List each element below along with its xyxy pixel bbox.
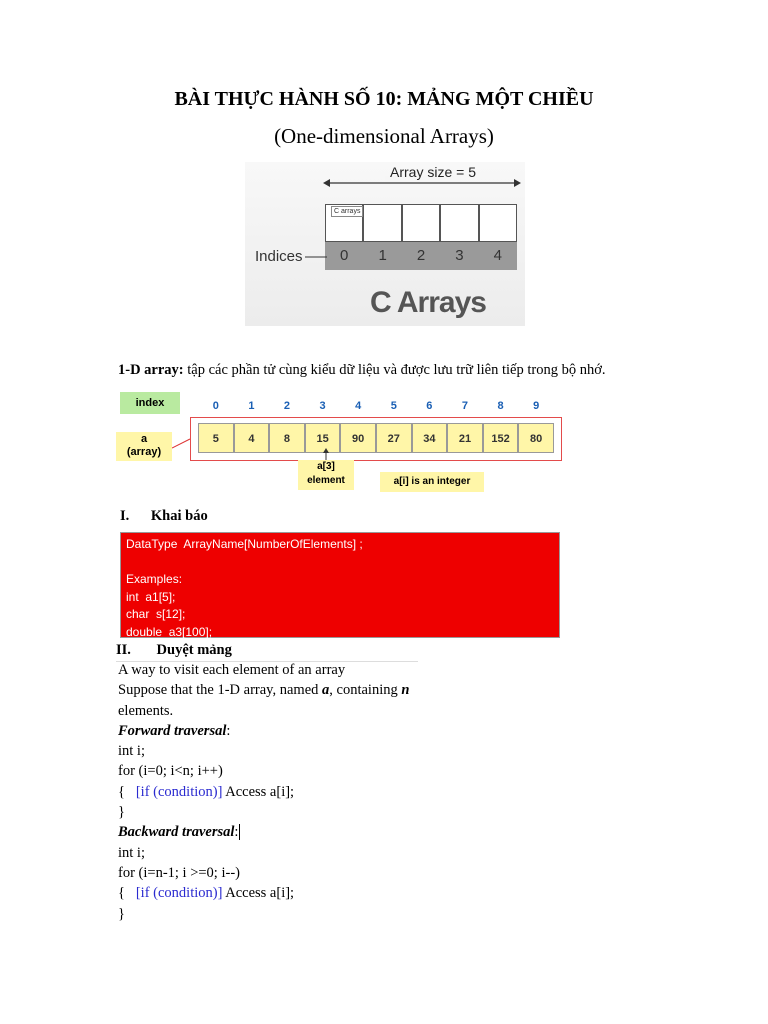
index-number: 8 <box>497 400 504 412</box>
array-cell <box>402 204 440 242</box>
section-title: Duyệt mảng <box>156 642 232 658</box>
section-number: I. <box>120 508 130 524</box>
section-number: II. <box>116 642 131 658</box>
integer-label: a[i] is an integer <box>380 472 484 492</box>
section-heading-traversal <box>116 642 232 659</box>
traversal-content <box>118 660 416 924</box>
brace: { <box>118 885 125 902</box>
array-value: 34 <box>412 423 448 453</box>
index-value: 0 <box>340 247 349 264</box>
code-line <box>118 883 416 903</box>
declaration-code-block <box>120 532 560 638</box>
array-value: 8 <box>269 423 305 453</box>
definition-term: 1-D array: <box>118 362 184 378</box>
var-n: n <box>401 682 410 699</box>
array-value: 90 <box>340 423 376 453</box>
array-label <box>116 432 172 461</box>
definition-line <box>118 362 606 379</box>
array-cell <box>440 204 478 242</box>
element-label-desc: element <box>307 475 345 486</box>
var-a: a <box>322 682 330 699</box>
page-title: BÀI THỰC HÀNH SỐ 10: MẢNG MỘT CHIỀU <box>174 88 594 110</box>
index-number: 1 <box>248 400 255 412</box>
code-line: } <box>118 905 125 922</box>
element-label-name: a[3] <box>317 461 335 472</box>
index-number: 2 <box>283 400 291 412</box>
code-line: double a3[100]; <box>126 624 213 639</box>
code-line: } <box>118 804 125 821</box>
indices-label: Indices <box>255 248 303 265</box>
index-number: 5 <box>390 400 397 412</box>
index-value: 4 <box>493 247 502 264</box>
value-row <box>198 423 554 453</box>
text-fragment: Suppose that the 1-D array, named <box>118 682 323 699</box>
index-number: 0 <box>212 400 219 412</box>
condition: [if (condition)] <box>135 885 223 902</box>
index-number: 9 <box>533 400 540 412</box>
index-label: index <box>120 392 180 414</box>
access: Access a[i]; <box>222 783 295 800</box>
index-value: 3 <box>455 247 464 264</box>
brace: { <box>118 783 125 800</box>
code-line: int i; <box>118 743 145 760</box>
backward-heading <box>118 822 416 842</box>
c-arrays-figure <box>245 162 525 326</box>
traversal-suppose <box>118 680 416 700</box>
array-value: 80 <box>518 423 554 453</box>
array-value: 27 <box>376 423 412 453</box>
colon: : <box>234 824 239 841</box>
condition: [if (condition)] <box>135 783 223 800</box>
array-value: 15 <box>305 423 341 453</box>
index-number: 3 <box>319 400 326 412</box>
code-line <box>118 782 416 802</box>
code-line: DataType ArrayName[NumberOfElements] ; <box>126 537 363 551</box>
array-value: 152 <box>483 423 519 453</box>
c-arrays-caption: C Arrays <box>370 286 486 319</box>
index-row <box>198 400 554 412</box>
array-size-label: Array size = 5 <box>390 164 476 180</box>
index-number: 7 <box>461 400 469 412</box>
code-line: int a1[5]; <box>126 589 176 604</box>
one-d-array-figure <box>112 390 567 494</box>
access: Access a[i]; <box>222 885 295 902</box>
code-line: for (i=n-1; i >=0; i--) <box>118 864 240 881</box>
forward-heading <box>118 721 416 741</box>
indices-bar <box>325 242 517 270</box>
array-label-name: a <box>140 433 148 445</box>
array-label-desc: (array) <box>126 446 162 458</box>
array-value: 5 <box>198 423 234 453</box>
array-value: 4 <box>234 423 270 453</box>
forward-title: Forward traversal <box>118 722 227 739</box>
c-arrays-tooltip: C arrays <box>331 206 363 217</box>
index-value: 2 <box>416 247 426 264</box>
array-cell <box>479 204 517 242</box>
page-subtitle: (One-dimensional Arrays) <box>274 124 494 148</box>
array-value: 21 <box>447 423 483 453</box>
code-line <box>126 554 554 572</box>
index-value: 1 <box>378 247 387 264</box>
definition-text: tập các phần tử cùng kiểu dữ liệu và được lưu trữ liên tiếp trong bộ nhớ. <box>183 362 606 378</box>
code-line: char s[12]; <box>126 607 186 621</box>
code-line: int i; <box>118 844 145 861</box>
backward-title: Backward traversal <box>118 824 235 841</box>
code-line: for (i=0; i<n; i++) <box>118 763 223 780</box>
section-heading-declaration <box>120 508 208 525</box>
index-number: 4 <box>355 400 362 412</box>
index-number: 6 <box>426 400 433 412</box>
traversal-elements: elements. <box>118 702 174 719</box>
traversal-intro: A way to visit each element of an array <box>118 662 346 678</box>
array-cell <box>363 204 401 242</box>
code-line: Examples: <box>126 572 183 586</box>
colon: : <box>226 722 231 739</box>
section-title: Khai báo <box>150 508 208 524</box>
element-label <box>298 460 354 490</box>
text-fragment: , containing <box>329 682 402 699</box>
indices-connector <box>305 255 327 259</box>
text-cursor <box>239 824 240 840</box>
